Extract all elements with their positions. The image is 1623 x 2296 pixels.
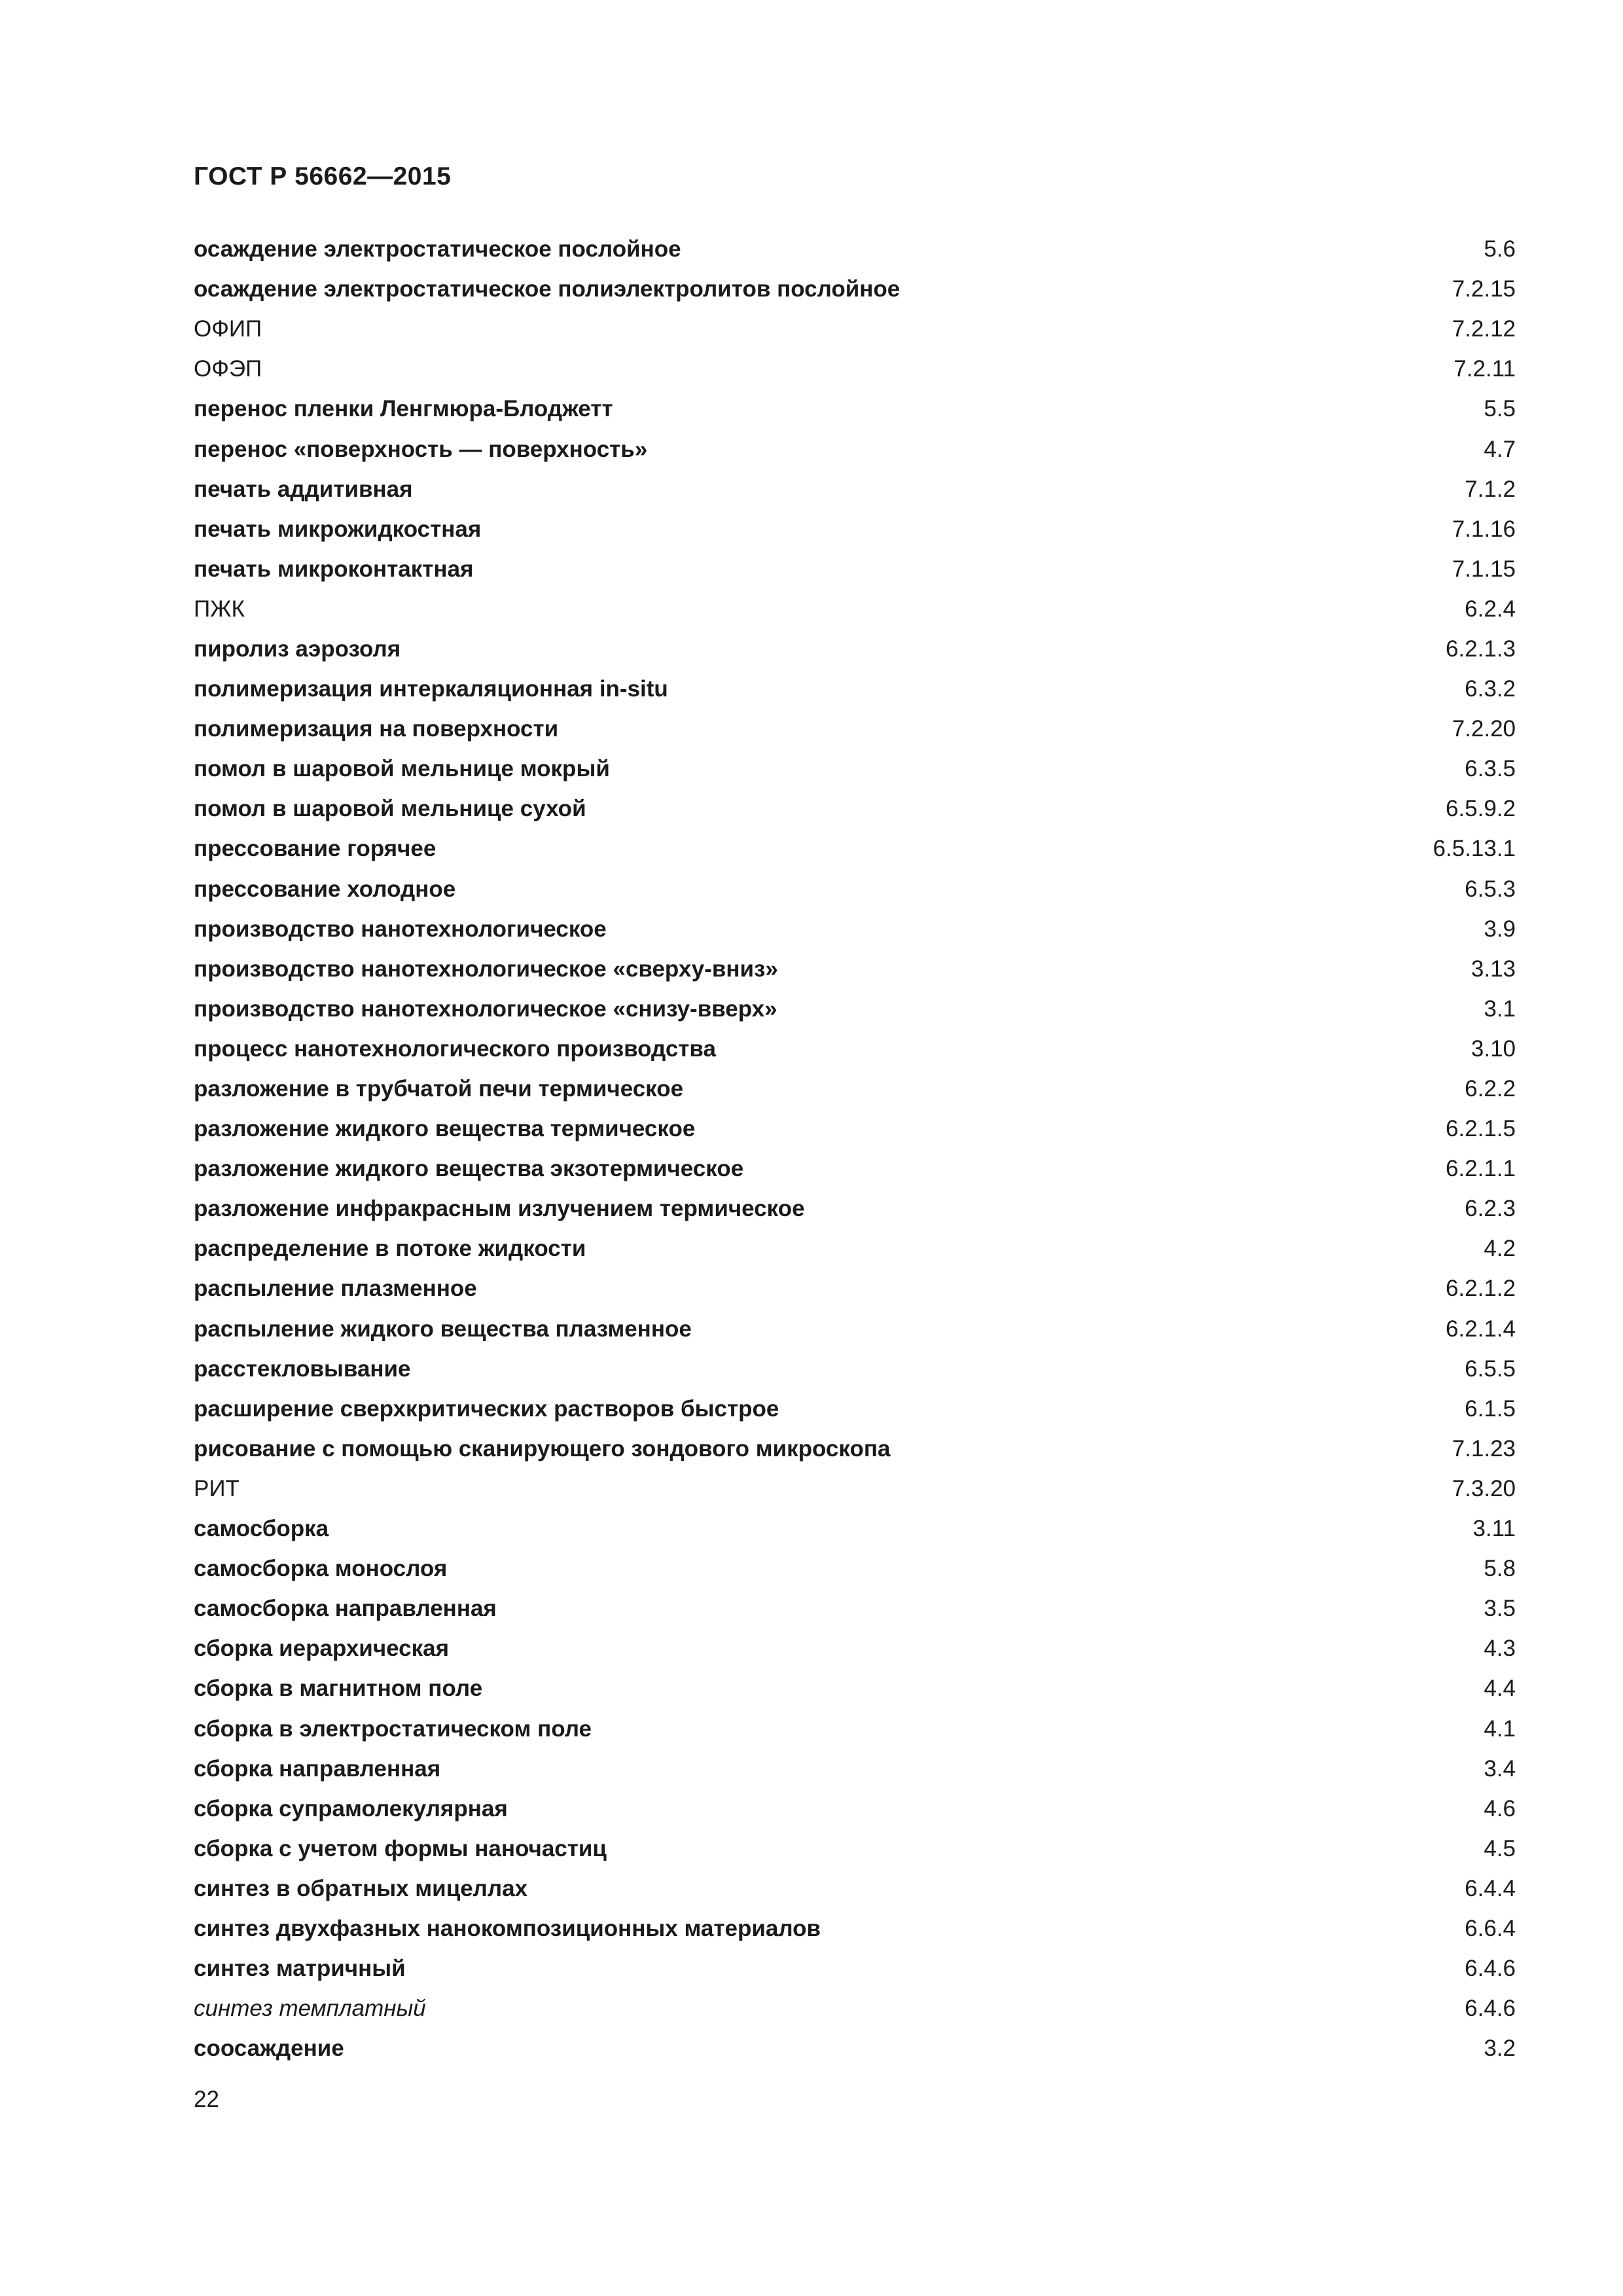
- index-reference: 6.2.2: [1465, 1076, 1516, 1102]
- index-reference: 4.2: [1484, 1236, 1516, 1262]
- index-term: осаждение электростатическое послойное: [194, 236, 681, 262]
- index-term: распыление плазменное: [194, 1276, 477, 1302]
- index-reference: 4.3: [1484, 1636, 1516, 1662]
- index-reference: 7.2.15: [1452, 276, 1516, 302]
- index-reference: 4.1: [1484, 1715, 1516, 1742]
- index-entry: [194, 2028, 1516, 2068]
- term-index-list: [194, 229, 1516, 2068]
- index-entry: [194, 1349, 1516, 1389]
- index-entry: [194, 1069, 1516, 1109]
- index-entry: [194, 1309, 1516, 1349]
- index-reference: 7.2.12: [1452, 316, 1516, 342]
- index-reference: 4.7: [1484, 436, 1516, 462]
- index-entry: [194, 669, 1516, 709]
- index-reference: 6.5.9.2: [1445, 796, 1516, 822]
- index-term: печать микроконтактная: [194, 556, 474, 582]
- index-reference: 6.2.1.5: [1445, 1116, 1516, 1142]
- index-reference: 6.5.5: [1465, 1355, 1516, 1382]
- index-term: полимеризация на поверхности: [194, 716, 559, 742]
- index-reference: 6.2.1.4: [1445, 1316, 1516, 1342]
- index-term: синтез темплатный: [194, 1996, 426, 2022]
- index-entry: [194, 389, 1516, 429]
- index-term: производство нанотехнологическое «сверху-вниз»: [194, 956, 778, 982]
- index-term: перенос пленки Ленгмюра-Блоджетт: [194, 396, 613, 422]
- index-term: разложение инфракрасным излучением термическое: [194, 1196, 805, 1222]
- index-entry: [194, 269, 1516, 309]
- index-reference: 3.10: [1471, 1035, 1516, 1062]
- index-entry: [194, 1469, 1516, 1509]
- index-entry: [194, 1869, 1516, 1909]
- index-term: процесс нанотехнологического производства: [194, 1035, 716, 1062]
- index-entry: [194, 229, 1516, 269]
- index-entry: [194, 949, 1516, 989]
- index-reference: 3.5: [1484, 1596, 1516, 1622]
- index-entry: [194, 1909, 1516, 1948]
- index-reference: 3.1: [1484, 996, 1516, 1022]
- index-term: синтез матричный: [194, 1956, 406, 1982]
- index-reference: 6.2.1.1: [1445, 1156, 1516, 1182]
- index-entry: [194, 509, 1516, 549]
- index-entry: [194, 829, 1516, 869]
- index-term: производство нанотехнологическое: [194, 916, 607, 942]
- index-term: соосаждение: [194, 2036, 344, 2062]
- index-term: разложение жидкого вещества экзотермическое: [194, 1156, 744, 1182]
- index-entry: [194, 309, 1516, 349]
- index-term: сборка с учетом формы наночастиц: [194, 1835, 607, 1861]
- index-entry: [194, 749, 1516, 789]
- index-reference: 6.3.2: [1465, 676, 1516, 702]
- index-term: РИТ: [194, 1475, 240, 1501]
- index-reference: 3.2: [1484, 2036, 1516, 2062]
- index-entry: [194, 869, 1516, 909]
- index-reference: 5.6: [1484, 236, 1516, 262]
- index-reference: 6.2.4: [1465, 596, 1516, 622]
- index-reference: 6.3.5: [1465, 756, 1516, 782]
- index-reference: 4.6: [1484, 1795, 1516, 1821]
- index-entry: [194, 1749, 1516, 1789]
- index-entry: [194, 1628, 1516, 1668]
- index-reference: 7.1.16: [1452, 516, 1516, 542]
- index-entry: [194, 789, 1516, 829]
- index-term: расширение сверхкритических растворов быстрое: [194, 1395, 779, 1422]
- index-term: разложение жидкого вещества термическое: [194, 1116, 696, 1142]
- document-header: ГОСТ Р 56662—2015: [194, 162, 452, 190]
- index-entry: [194, 429, 1516, 469]
- index-term: сборка иерархическая: [194, 1636, 450, 1662]
- index-entry: [194, 469, 1516, 509]
- index-term: помол в шаровой мельнице сухой: [194, 796, 586, 822]
- index-term: сборка супрамолекулярная: [194, 1795, 508, 1821]
- index-entry: [194, 1789, 1516, 1829]
- index-reference: 5.5: [1484, 396, 1516, 422]
- index-term: печать аддитивная: [194, 476, 413, 502]
- page-number: 22: [194, 2087, 219, 2112]
- index-term: сборка в магнитном поле: [194, 1676, 483, 1702]
- index-term: прессование горячее: [194, 836, 437, 862]
- index-entry: [194, 629, 1516, 669]
- index-reference: 6.2.1.3: [1445, 636, 1516, 662]
- index-term: самосборка: [194, 1516, 329, 1542]
- index-entry: [194, 1668, 1516, 1708]
- index-term: пиролиз аэрозоля: [194, 636, 401, 662]
- index-entry: [194, 1109, 1516, 1149]
- index-reference: 3.4: [1484, 1755, 1516, 1782]
- index-term: разложение в трубчатой печи термическое: [194, 1076, 684, 1102]
- index-entry: [194, 1389, 1516, 1429]
- index-term: самосборка монослоя: [194, 1556, 448, 1582]
- index-reference: 7.3.20: [1452, 1475, 1516, 1501]
- index-entry: [194, 1708, 1516, 1748]
- index-entry: [194, 1189, 1516, 1229]
- index-entry: [194, 1549, 1516, 1588]
- index-reference: 5.8: [1484, 1556, 1516, 1582]
- index-term: самосборка направленная: [194, 1596, 497, 1622]
- index-reference: 6.4.4: [1465, 1875, 1516, 1901]
- index-term: осаждение электростатическое полиэлектролитов послойное: [194, 276, 901, 302]
- index-term: помол в шаровой мельнице мокрый: [194, 756, 610, 782]
- index-reference: 6.6.4: [1465, 1915, 1516, 1941]
- index-term: рисование с помощью сканирующего зондового микроскопа: [194, 1435, 891, 1462]
- index-reference: 7.2.20: [1452, 716, 1516, 742]
- index-term: сборка направленная: [194, 1755, 441, 1782]
- index-entry: [194, 349, 1516, 389]
- index-term: синтез двухфазных нанокомпозиционных материалов: [194, 1915, 821, 1941]
- index-term: полимеризация интеркаляционная in-situ: [194, 676, 668, 702]
- index-reference: 7.2.11: [1454, 356, 1516, 382]
- index-reference: 6.4.6: [1465, 1956, 1516, 1982]
- index-entry: [194, 1229, 1516, 1268]
- index-reference: 4.5: [1484, 1835, 1516, 1861]
- index-term: ПЖК: [194, 596, 245, 622]
- index-entry: [194, 1829, 1516, 1869]
- index-term: синтез в обратных мицеллах: [194, 1875, 528, 1901]
- index-reference: 7.1.15: [1452, 556, 1516, 582]
- index-reference: 3.13: [1471, 956, 1516, 982]
- index-reference: 6.2.3: [1465, 1196, 1516, 1222]
- index-entry: [194, 1029, 1516, 1069]
- index-reference: 6.4.6: [1465, 1996, 1516, 2022]
- index-reference: 6.5.13.1: [1433, 836, 1516, 862]
- index-reference: 7.1.23: [1452, 1435, 1516, 1462]
- index-entry: [194, 1588, 1516, 1628]
- index-entry: [194, 1509, 1516, 1549]
- index-term: ОФИП: [194, 316, 262, 342]
- index-entry: [194, 1948, 1516, 1988]
- index-reference: 3.9: [1484, 916, 1516, 942]
- index-entry: [194, 909, 1516, 949]
- index-reference: 6.5.3: [1465, 876, 1516, 902]
- index-reference: 6.1.5: [1465, 1395, 1516, 1422]
- index-term: печать микрожидкостная: [194, 516, 482, 542]
- index-entry: [194, 989, 1516, 1029]
- index-entry: [194, 589, 1516, 629]
- index-term: прессование холодное: [194, 876, 456, 902]
- index-entry: [194, 549, 1516, 589]
- index-term: расстекловывание: [194, 1355, 411, 1382]
- index-entry: [194, 1429, 1516, 1469]
- index-entry: [194, 1149, 1516, 1189]
- index-entry: [194, 1268, 1516, 1308]
- index-term: перенос «поверхность — поверхность»: [194, 436, 648, 462]
- index-entry: [194, 1988, 1516, 2028]
- index-reference: 6.2.1.2: [1445, 1276, 1516, 1302]
- index-reference: 3.11: [1472, 1516, 1516, 1542]
- index-term: ОФЭП: [194, 356, 262, 382]
- index-entry: [194, 709, 1516, 749]
- index-term: производство нанотехнологическое «снизу-вверх»: [194, 996, 777, 1022]
- index-term: сборка в электростатическом поле: [194, 1715, 592, 1742]
- index-reference: 4.4: [1484, 1676, 1516, 1702]
- index-term: распределение в потоке жидкости: [194, 1236, 586, 1262]
- index-reference: 7.1.2: [1465, 476, 1516, 502]
- index-term: распыление жидкого вещества плазменное: [194, 1316, 692, 1342]
